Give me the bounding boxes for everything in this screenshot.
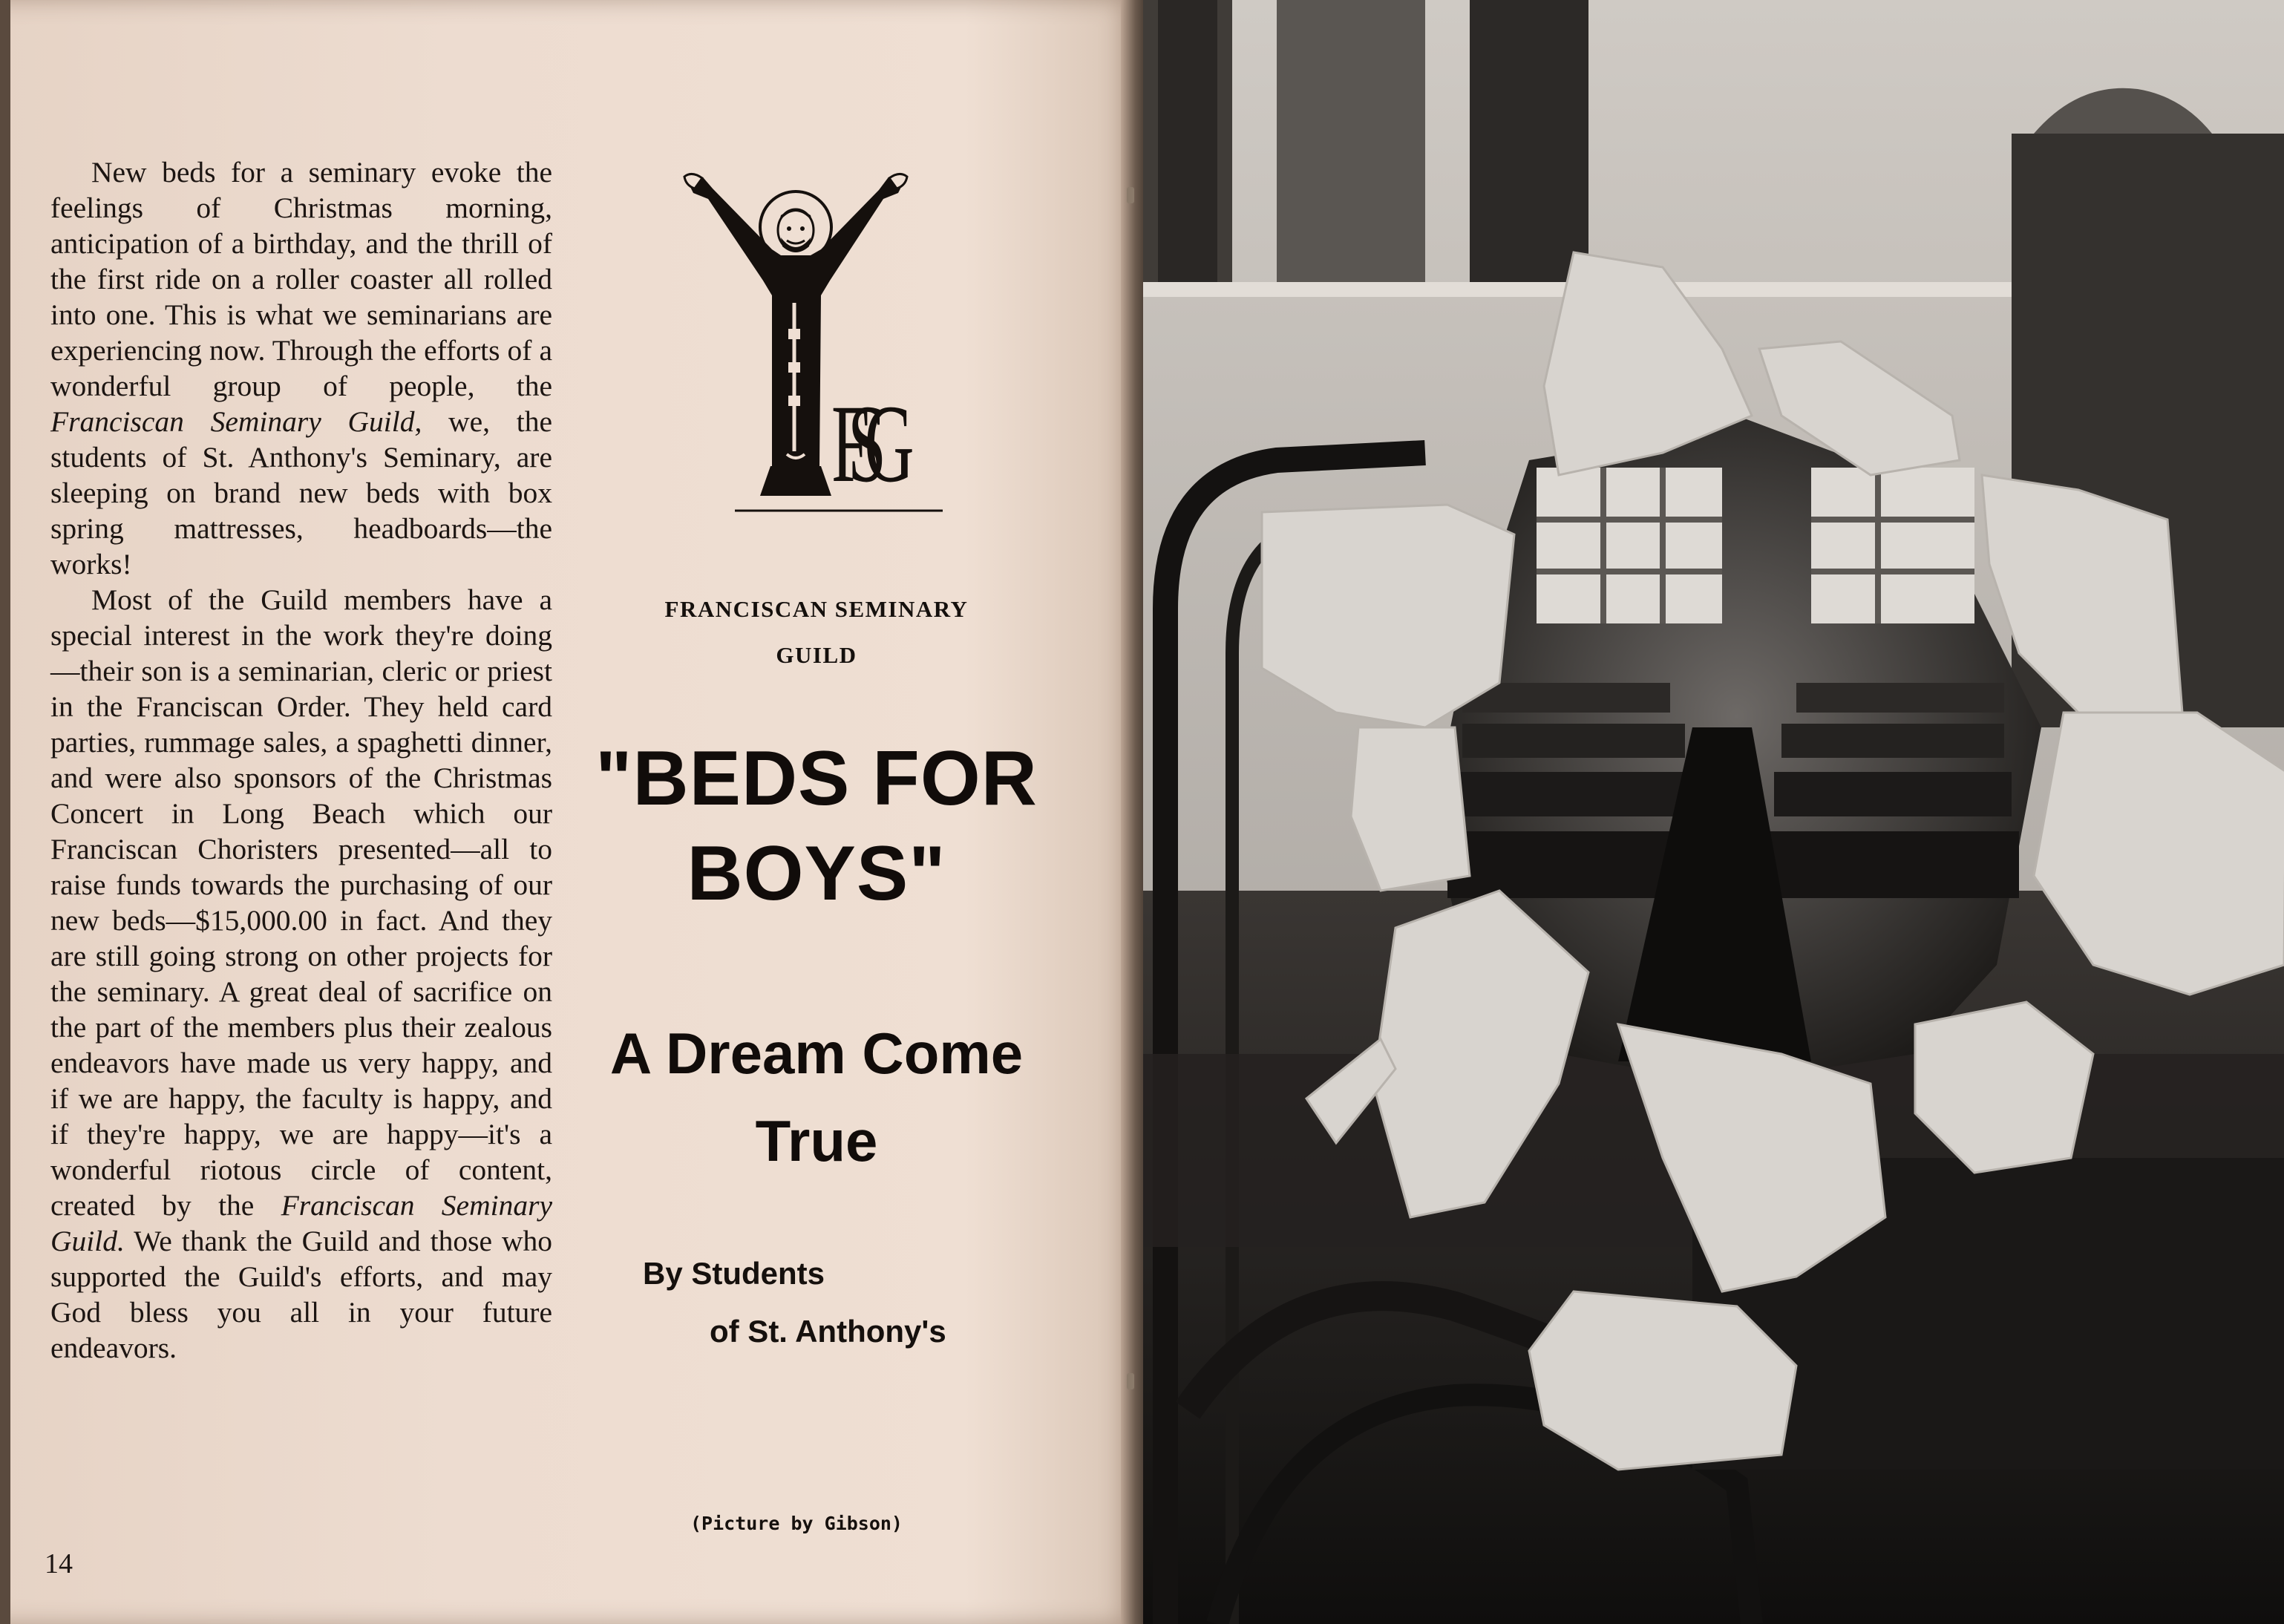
left-page (0, 0, 1136, 1624)
article-paragraph (50, 582, 552, 1366)
photo-credit: (Picture by Gibson) (690, 1513, 903, 1534)
text-run: New beds for a seminary evoke the feelings of Christmas morning, anticipation of a birthday, and the thrill of the first ride on a roller coaster all rolled into one. This is what we seminarians are experiencing now. Through the efforts of a wonderful group of people, the (50, 156, 552, 402)
article-body (50, 154, 552, 1366)
staple-mark (1127, 1373, 1134, 1389)
org-name (616, 586, 1017, 678)
fsg-logo (683, 169, 950, 518)
subtitle-line-2: True (755, 1108, 878, 1173)
org-name-line-2: GUILD (776, 642, 857, 668)
text-run: We thank the Guild and those who supported the Guild's efforts, and may God bless you all in your future endeavors. (50, 1225, 552, 1364)
article-subtitle (564, 1009, 1069, 1185)
org-name-line-1: FRANCISCAN SEMINARY (664, 596, 969, 622)
byline-line-2: of St. Anthony's (710, 1314, 946, 1349)
fsg-monogram: FSG (831, 382, 914, 505)
title-line-2: BOYS" (687, 831, 946, 917)
italic-run: Franciscan Seminary Guild, (50, 405, 422, 438)
subtitle-line-1: A Dream Come (609, 1021, 1024, 1086)
article-title (586, 731, 1047, 921)
article-paragraph (50, 154, 552, 582)
italic-run: Franciscan Seminary Guild. (50, 1189, 552, 1257)
right-page-photo (1143, 0, 2284, 1624)
title-line-1: "BEDS FOR (595, 736, 1038, 822)
dormitory-photograph (1143, 0, 2284, 1624)
text-run: we, the students of St. Anthony's Seminary, are sleeping on brand new beds with box spring mattresses, headboards—the works! (50, 405, 552, 580)
byline-line-1: By Students (643, 1256, 825, 1291)
page-number: 14 (45, 1548, 73, 1579)
staple-mark (1127, 187, 1134, 203)
text-run: Most of the Guild members have a special interest in the work they're doing—their son is a seminarian, cleric or priest in the Franciscan Order. They held card parties, rummage sales, a spaghetti dinner, and were also sponsors of the Christmas Concert in Long Beach which our Franciscan Choristers presented—all to raise funds towards the purchasing of our new beds—$15,000.00 in fact. And they are still going strong on other projects for the seminary. A great deal of sacrifice on the part of the members plus their zealous endeavors have made us very happy, and if we are happy, the faculty is happy, and if they're happy, we are happy—it's a wonderful riotous circle of content, created by the (50, 583, 552, 1222)
